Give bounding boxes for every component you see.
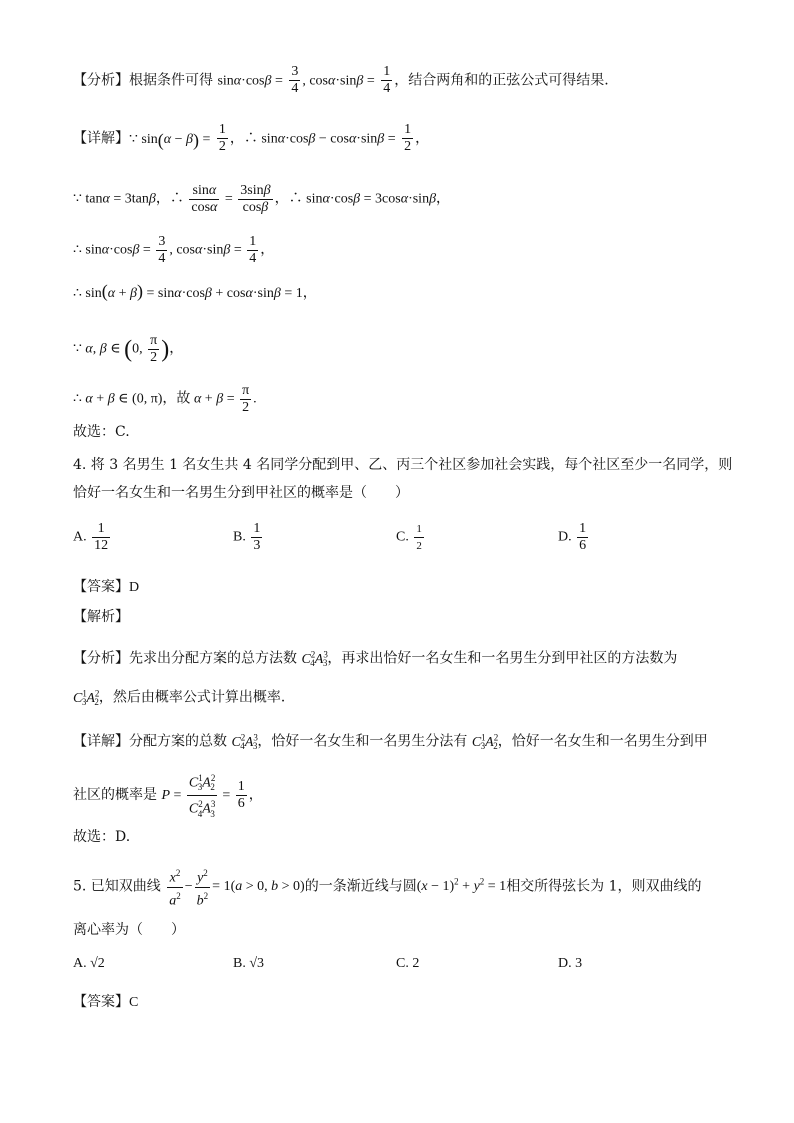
q4-analysis-line-1: 【分析】先求出分配方案的总方法数 $C^2_4A^3_3$，再求出恰好一名女生和一名男生分到甲社区的方法数为 — [73, 649, 678, 669]
q4-option-c: C. $\frac{1}{2}$ — [396, 523, 422, 552]
analysis-label: 【分析】 — [73, 72, 129, 89]
q3-step-sum: ∴ sin(α + β) = sinα·cosβ + cosα·sinβ = 1， — [73, 281, 317, 301]
q4-option-a: A. $\frac{1}{12}$ — [73, 521, 109, 553]
q3-analysis-line: 【分析】根据条件可得 sinα·cosβ = $\frac{3}{4}$ , cosα·sinβ = $\frac{1}{4}$ ，结合两角和的正弦公式可得结果. — [73, 64, 609, 96]
q4-detail-line-1: 【详解】分配方案的总数 $C^2_4A^3_3$，恰好一名女生和一名男生分法有 $C^1_3A^2_2$，恰好一名女生和一名男生分到甲 — [73, 732, 708, 752]
q3-step-values: ∴ sinα·cosβ = $\frac{3}{4}$ , cosα·sinβ = $\frac{1}{4}$ ， — [73, 234, 275, 266]
q3-step-tan: ∵ tanα = 3tanβ，∴ $\frac{\sin\alpha}{\cos\alpha}$ = $\frac{3\sin\beta}{\cos\beta}$ ，∴ sinα·cosβ = 3cosα·sinβ， — [73, 183, 451, 215]
q4-analysis-line-2: $C^1_3A^2_2$，然后由概率公式计算出概率． — [73, 688, 295, 708]
q4-detail-line-2: 社区的概率是 P = $\frac{C^1_3A^2_2}{C^2_4A^3_3}$ = $\frac{1}{6}$ ， — [73, 770, 263, 822]
q3-choose: 故选：C. — [73, 424, 130, 440]
q5-stem-line-1: 5. 已知双曲线 $\frac{x^2}{a^2}$ − $\frac{y^2}{b^2}$ = 1(a > 0, b > 0)的一条渐近线与圆$(x - 1)^2 + y^2 = 1$相交所得弦长为 1，则双曲线的 — [73, 865, 702, 909]
q5-option-d: D. 3 — [558, 956, 583, 971]
q5-option-a: A. √2 — [73, 956, 105, 971]
q5-answer: 【答案】C — [73, 994, 139, 1010]
q3-detail-line: 【详解】∵ sin(α − β) = $\frac{1}{2}$ ，∴ sinα·cosβ − cosα·sinβ = $\frac{1}{2}$ ， — [73, 122, 430, 154]
q5-option-c: C. 2 — [396, 956, 420, 971]
q4-choose: 故选：D. — [73, 829, 131, 845]
q5-stem-line-2: 离心率为（ ） — [73, 922, 185, 938]
q4-option-b: B. $\frac{1}{3}$ — [233, 521, 261, 553]
q4-option-d: D. $\frac{1}{6}$ — [558, 521, 587, 553]
q3-step-conclusion: ∴ α + β ∈ (0, π)，故 α + β = $\frac{\pi}{2}$ . — [73, 383, 257, 415]
q4-answer: 【答案】D — [73, 579, 140, 595]
math-expression: sinα·cosβ = — [217, 73, 283, 89]
detail-label: 【详解】 — [73, 130, 129, 147]
q4-stem-line-1: 4. 将 3 名男生 1 名女生共 4 名同学分配到甲、乙、丙三个社区参加社会实践，每个社区至少一名同学，则 — [73, 457, 733, 473]
q5-option-b: B. √3 — [233, 956, 265, 971]
q4-stem-line-2: 恰好一名女生和一名男生分到甲社区的概率是（ ） — [73, 485, 409, 501]
q4-explain-label: 【解析】 — [73, 609, 129, 625]
q3-step-range: ∵ α, β ∈ (0, $\frac{\pi}{2}$ )， — [73, 333, 184, 365]
